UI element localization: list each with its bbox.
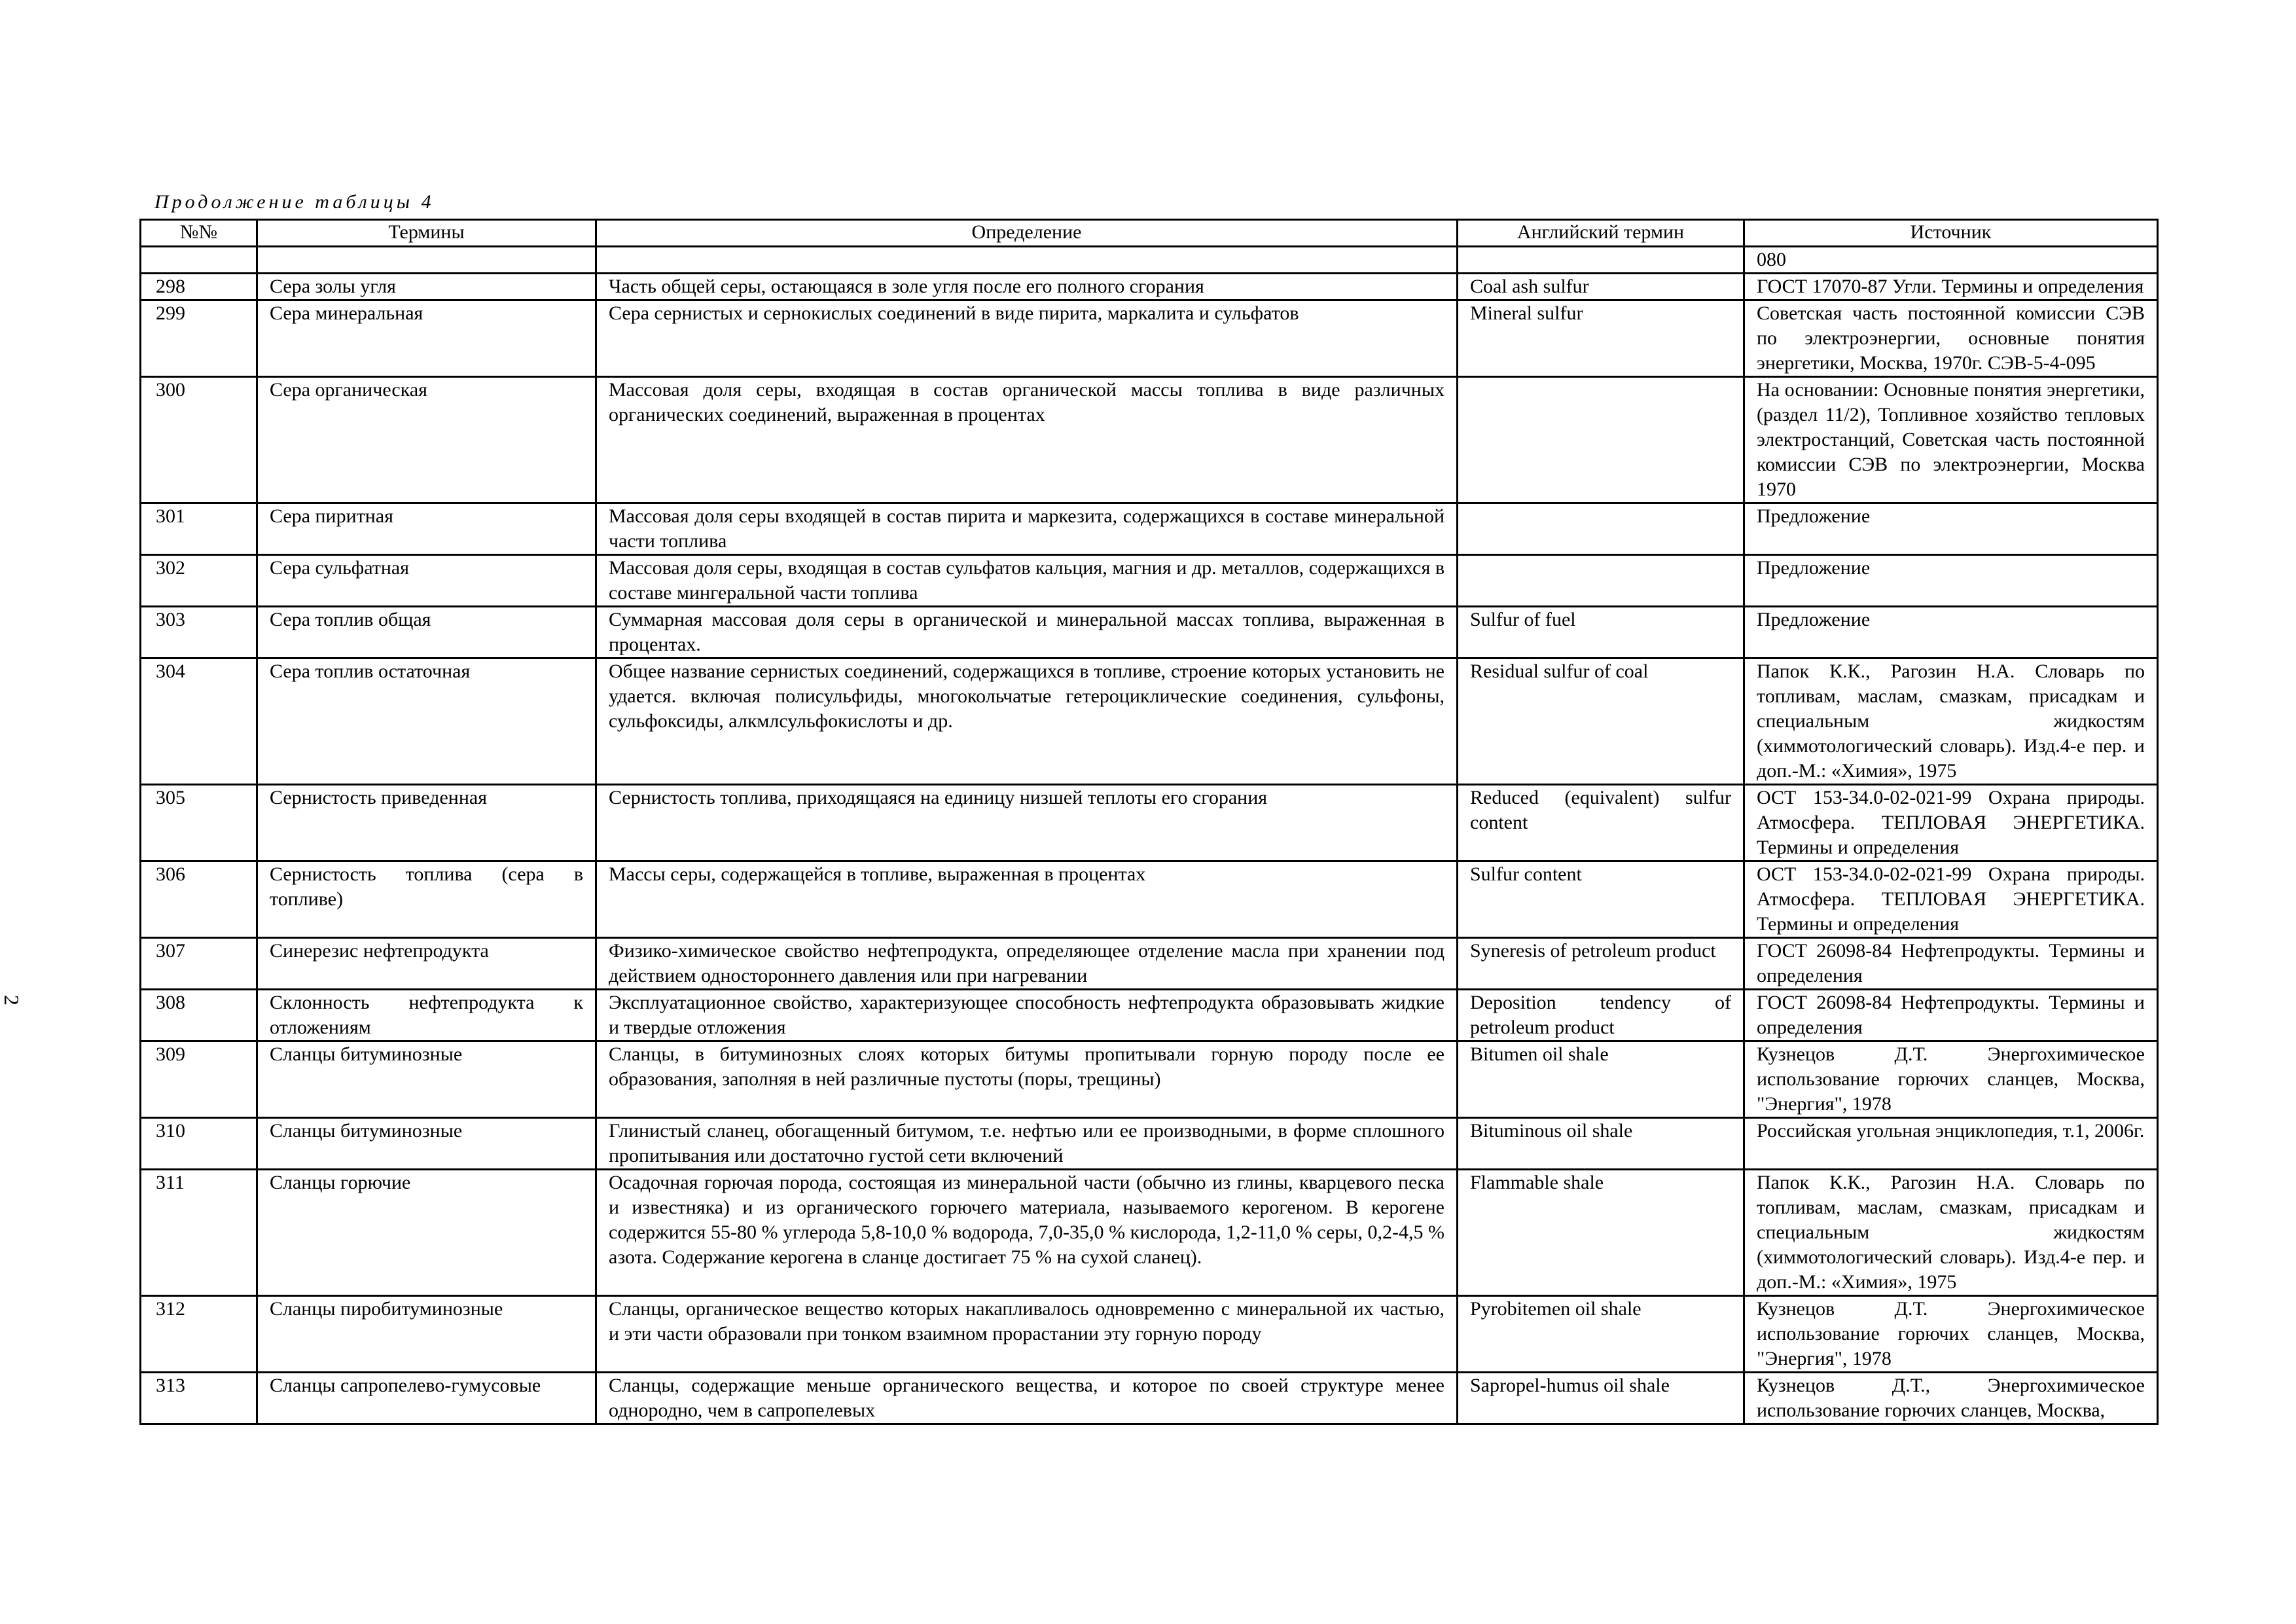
cell-term: Сланцы сапропелево-гумусовые	[257, 1373, 596, 1424]
cell-number: 302	[141, 555, 257, 607]
cell-english-term	[1458, 377, 1744, 503]
table-row	[141, 607, 2158, 659]
cell-source: ГОСТ 26098-84 Нефтепродукты. Термины и определения	[1744, 990, 2158, 1041]
cell-source: Предложение	[1744, 607, 2158, 659]
table-row	[141, 990, 2158, 1041]
table-row	[141, 1170, 2158, 1296]
header-source: Источник	[1744, 220, 2158, 247]
cell-source: Предложение	[1744, 555, 2158, 607]
cell-number: 312	[141, 1296, 257, 1373]
cell-number: 311	[141, 1170, 257, 1296]
table-row	[141, 274, 2158, 300]
cell-term: Сланцы горючие	[257, 1170, 596, 1296]
cell-source: Предложение	[1744, 503, 2158, 555]
cell-term: Сера топлив общая	[257, 607, 596, 659]
cell-empty	[257, 247, 596, 274]
cell-definition: Физико-химическое свойство нефтепродукта, определяющее отделение масла при хранении под действием одностороннего давления или при нагревании	[596, 938, 1458, 990]
table-row	[141, 785, 2158, 861]
cell-term: Сланцы пиробитуминозные	[257, 1296, 596, 1373]
cell-english-term: Sulfur of fuel	[1458, 607, 1744, 659]
table-row	[141, 503, 2158, 555]
cell-english-term: Reduced (equivalent) sulfur content	[1458, 785, 1744, 861]
cell-term: Сланцы битуминозные	[257, 1118, 596, 1170]
cell-source-continuation: 080	[1744, 247, 2158, 274]
cell-number: 309	[141, 1041, 257, 1118]
table-row	[141, 861, 2158, 938]
cell-english-term: Sulfur content	[1458, 861, 1744, 938]
cell-english-term	[1458, 555, 1744, 607]
table-row	[141, 1118, 2158, 1170]
cell-term: Сера топлив остаточная	[257, 659, 596, 785]
cell-english-term	[1458, 503, 1744, 555]
cell-definition: Сера сернистых и сернокислых соединений в виде пирита, маркалита и сульфатов	[596, 300, 1458, 377]
cell-term: Сернистость приведенная	[257, 785, 596, 861]
cell-source: На основании: Основные понятия энергетики, (раздел 11/2), Топливное хозяйство тепловых электростанций, Советская часть постоянной комиссии СЭВ по электроэнергии, Москва 1970	[1744, 377, 2158, 503]
cell-number: 298	[141, 274, 257, 300]
cell-definition: Массовая доля серы, входящая в состав сульфатов кальция, магния и др. металлов, содержащихся в составе мингеральной части топлива	[596, 555, 1458, 607]
cell-english-term: Pyrobitemen oil shale	[1458, 1296, 1744, 1373]
cell-term: Склонность нефтепродукта к отложениям	[257, 990, 596, 1041]
table-row	[141, 377, 2158, 503]
cell-number: 308	[141, 990, 257, 1041]
cell-number: 310	[141, 1118, 257, 1170]
cell-number: 303	[141, 607, 257, 659]
cell-definition: Общее название сернистых соединений, содержащихся в топливе, строение которых установить не удается. включая полисульфиды, многокольчатые гетероциклические соединения, сульфоны, сульфоксиды, алкмлсульфокислоты и др.	[596, 659, 1458, 785]
cell-source: ГОСТ 17070-87 Угли. Термины и определения	[1744, 274, 2158, 300]
cell-definition: Массы серы, содержащейся в топливе, выраженная в процентах	[596, 861, 1458, 938]
cell-term: Сера минеральная	[257, 300, 596, 377]
cell-definition: Глинистый сланец, обогащенный битумом, т.е. нефтью или ее производными, в форме сплошного пропитывания или достаточно густой сети включений	[596, 1118, 1458, 1170]
cell-term: Синерезис нефтепродукта	[257, 938, 596, 990]
cell-definition: Сернистость топлива, приходящаяся на единицу низшей теплоты его сгорания	[596, 785, 1458, 861]
cell-source: ГОСТ 26098-84 Нефтепродукты. Термины и определения	[1744, 938, 2158, 990]
cell-number: 304	[141, 659, 257, 785]
table-header-row	[141, 220, 2158, 247]
table-row-continuation	[141, 247, 2158, 274]
cell-english-term: Mineral sulfur	[1458, 300, 1744, 377]
cell-definition: Массовая доля серы, входящая в состав органической массы топлива в виде различных органических соединений, выраженная в процентах	[596, 377, 1458, 503]
cell-source: Российская угольная энциклопедия, т.1, 2006г.	[1744, 1118, 2158, 1170]
header-term: Термины	[257, 220, 596, 247]
cell-number: 306	[141, 861, 257, 938]
header-definition: Определение	[596, 220, 1458, 247]
cell-english-term: Coal ash sulfur	[1458, 274, 1744, 300]
table-row	[141, 659, 2158, 785]
cell-source: Кузнецов Д.Т., Энергохимическое использование горючих сланцев, Москва,	[1744, 1373, 2158, 1424]
table-row	[141, 300, 2158, 377]
cell-definition: Осадочная горючая порода, состоящая из минеральной части (обычно из глины, кварцевого песка и известняка) и из органического горючего материала, называемого керогеном. В керогене содержится 55-80 % углерода 5,8-10,0 % водорода, 7,0-35,0 % кислорода, 1,2-11,0 % серы, 0,2-4,5 % азота. Содержание керогена в сланце достигает 75 % на сухой сланец).	[596, 1170, 1458, 1296]
cell-definition: Часть общей серы, остающаяся в золе угля после его полного сгорания	[596, 274, 1458, 300]
cell-empty	[596, 247, 1458, 274]
table-row	[141, 938, 2158, 990]
page-number: 2	[0, 995, 24, 1005]
cell-source: ОСТ 153-34.0-02-021-99 Охрана природы. Атмосфера. ТЕПЛОВАЯ ЭНЕРГЕТИКА. Термины и определения	[1744, 785, 2158, 861]
table-row	[141, 555, 2158, 607]
cell-definition: Эксплуатационное свойство, характеризующее способность нефтепродукта образовывать жидкие и твердые отложения	[596, 990, 1458, 1041]
cell-definition: Сланцы, содержащие меньше органического вещества, и которое по своей структуре менее однородно, чем в сапропелевых	[596, 1373, 1458, 1424]
cell-definition: Суммарная массовая доля серы в органической и минеральной массах топлива, выраженная в процентах.	[596, 607, 1458, 659]
cell-term: Сера сульфатная	[257, 555, 596, 607]
cell-term: Сера пиритная	[257, 503, 596, 555]
cell-term: Сера золы угля	[257, 274, 596, 300]
cell-number: 305	[141, 785, 257, 861]
cell-english-term: Sapropel-humus oil shale	[1458, 1373, 1744, 1424]
cell-english-term: Bitumen oil shale	[1458, 1041, 1744, 1118]
header-number: №№	[141, 220, 257, 247]
table-caption: Продолжение таблицы 4	[154, 191, 435, 213]
table-row	[141, 1373, 2158, 1424]
header-english-term: Английский термин	[1458, 220, 1744, 247]
cell-source: Папок К.К., Рагозин Н.А. Словарь по топливам, маслам, смазкам, присадкам и специальным жидкостям (химмотологический словарь). Изд.4-е пер. и доп.-М.: «Химия», 1975	[1744, 659, 2158, 785]
cell-definition: Сланцы, в битуминозных слоях которых битумы пропитывали горную породу после ее образования, заполняя в ней различные пустоты (поры, трещины)	[596, 1041, 1458, 1118]
cell-english-term: Syneresis of petroleum product	[1458, 938, 1744, 990]
cell-term: Сера органическая	[257, 377, 596, 503]
cell-source: Кузнецов Д.Т. Энергохимическое использование горючих сланцев, Москва, "Энергия", 1978	[1744, 1296, 2158, 1373]
terms-table	[139, 219, 2159, 1425]
cell-english-term: Flammable shale	[1458, 1170, 1744, 1296]
cell-number: 307	[141, 938, 257, 990]
cell-definition: Массовая доля серы входящей в состав пирита и маркезита, содержащихся в составе минеральной части топлива	[596, 503, 1458, 555]
cell-number: 300	[141, 377, 257, 503]
cell-definition: Сланцы, органическое вещество которых накапливалось одновременно с минеральной их частью, и эти части образовали при тонком взаимном прорастании эту горную породу	[596, 1296, 1458, 1373]
cell-source: Кузнецов Д.Т. Энергохимическое использование горючих сланцев, Москва, "Энергия", 1978	[1744, 1041, 2158, 1118]
cell-number: 301	[141, 503, 257, 555]
cell-source: Советская часть постоянной комиссии СЭВ по электроэнергии, основные понятия энергетики, Москва, 1970г. СЭВ-5-4-095	[1744, 300, 2158, 377]
cell-source: ОСТ 153-34.0-02-021-99 Охрана природы. Атмосфера. ТЕПЛОВАЯ ЭНЕРГЕТИКА. Термины и определения	[1744, 861, 2158, 938]
cell-source: Папок К.К., Рагозин Н.А. Словарь по топливам, маслам, смазкам, присадкам и специальным жидкостям (химмотологический словарь). Изд.4-е пер. и доп.-М.: «Химия», 1975	[1744, 1170, 2158, 1296]
cell-empty	[1458, 247, 1744, 274]
cell-term: Сернистость топлива (сера в топливе)	[257, 861, 596, 938]
cell-english-term: Deposition tendency of petroleum product	[1458, 990, 1744, 1041]
cell-term: Сланцы битуминозные	[257, 1041, 596, 1118]
cell-empty	[141, 247, 257, 274]
cell-english-term: Residual sulfur of coal	[1458, 659, 1744, 785]
table-row	[141, 1041, 2158, 1118]
cell-english-term: Bituminous oil shale	[1458, 1118, 1744, 1170]
table-row	[141, 1296, 2158, 1373]
cell-number: 313	[141, 1373, 257, 1424]
cell-number: 299	[141, 300, 257, 377]
